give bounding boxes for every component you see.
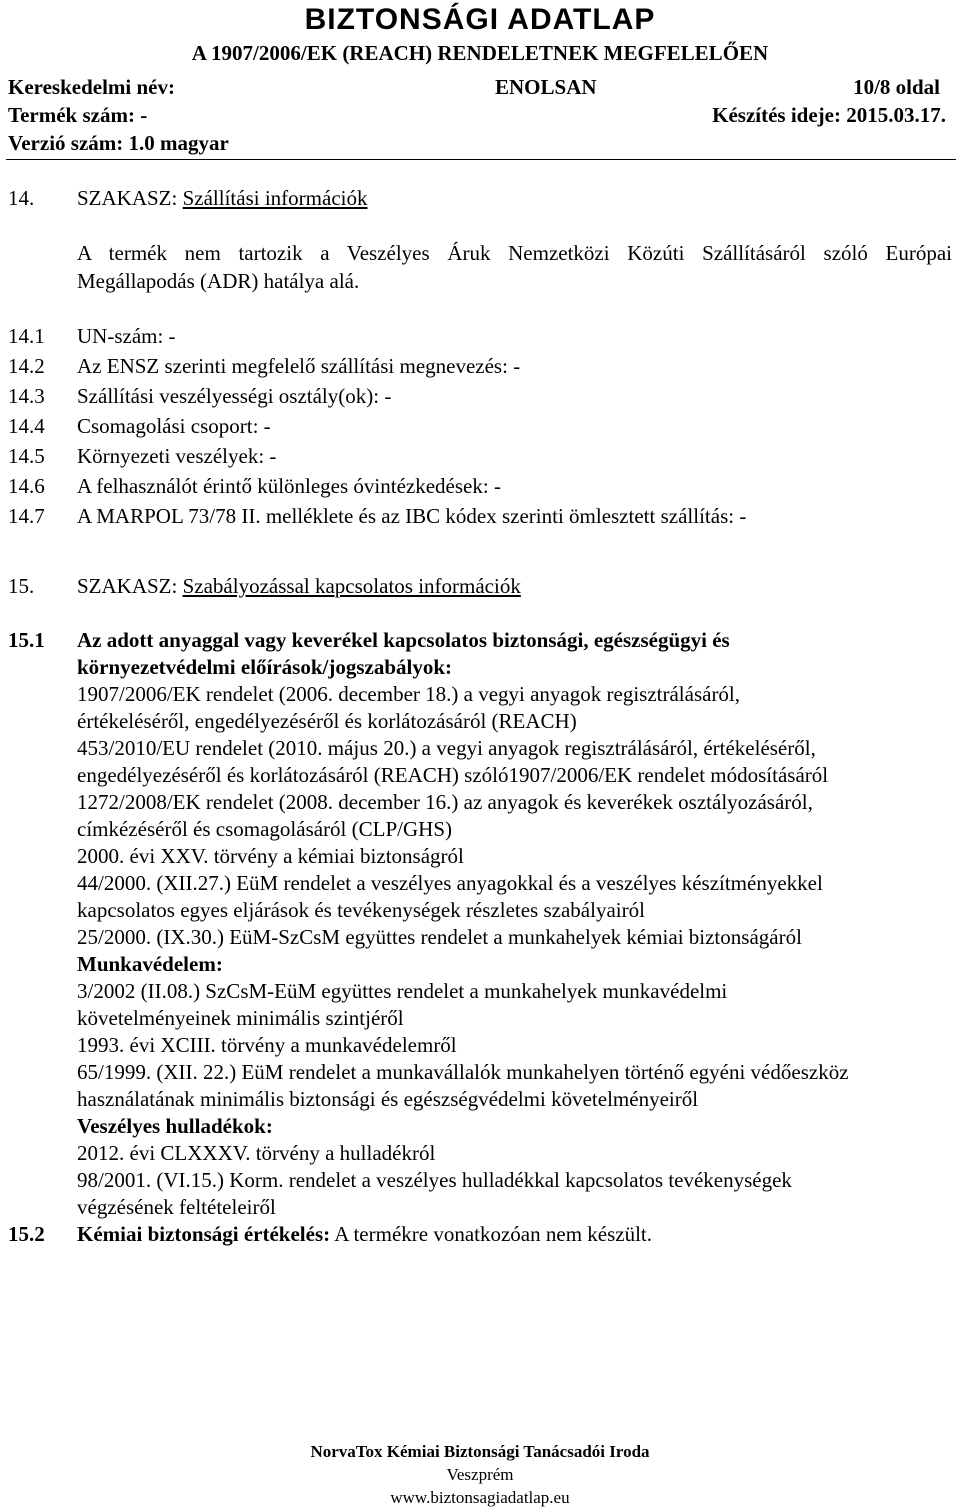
footer-website: www.biztonsagiadatlap.eu	[390, 1488, 570, 1507]
product-number: Termék szám: -	[8, 103, 148, 127]
item-14-7-number: 14.7	[8, 504, 45, 528]
trade-name-label: Kereskedelmi név:	[8, 75, 175, 99]
munkavedelem-line: használatának minimális biztonsági és egészségvédelmi követelményeiről	[77, 1087, 699, 1111]
sub-15-1-number: 15.1	[8, 628, 45, 652]
footer-organization: NorvaTox Kémiai Biztonsági Tanácsadói Iroda	[310, 1442, 650, 1461]
item-14-2-text: Az ENSZ szerinti megfelelő szállítási megnevezés: -	[77, 354, 521, 378]
footer-city: Veszprém	[446, 1465, 514, 1484]
section-15-prefix: SZAKASZ:	[77, 574, 183, 598]
regulation-line: kapcsolatos egyes eljárások és tevékenységek részletes szabályairól	[77, 898, 645, 922]
section-15-title: Szabályozással kapcsolatos információk	[182, 574, 521, 598]
hulladek-line: végzésének feltételeiről	[77, 1195, 276, 1219]
document-title: BIZTONSÁGI ADATLAP	[304, 3, 656, 36]
munkavedelem-heading: Munkavédelem:	[77, 952, 223, 976]
item-14-2-number: 14.2	[8, 354, 45, 378]
regulation-line: 2000. évi XXV. törvény a kémiai biztonságról	[77, 844, 464, 868]
item-14-1-number: 14.1	[8, 324, 45, 348]
sub-15-2-label: Kémiai biztonsági értékelés:	[77, 1222, 331, 1246]
regulation-line: 1272/2008/EK rendelet (2008. december 16.) az anyagok és keverékek osztályozásáról,	[77, 790, 813, 814]
regulation-line: 44/2000. (XII.27.) EüM rendelet a veszélyes anyagokkal és a veszélyes készítményekkel	[77, 871, 823, 895]
section-14-number: 14.	[8, 186, 35, 210]
document-subtitle: A 1907/2006/EK (REACH) RENDELETNEK MEGFELELŐEN	[191, 41, 769, 65]
sub-15-1-heading-line2: környezetvédelmi előírások/jogszabályok:	[77, 655, 453, 679]
hulladek-line: 98/2001. (VI.15.) Korm. rendelet a veszélyes hulladékkal kapcsolatos tevékenységek	[77, 1168, 792, 1192]
munkavedelem-line: 3/2002 (II.08.) SzCsM-EüM együttes rendelet a munkahelyek munkavédelmi	[77, 979, 728, 1003]
section-15-heading	[77, 573, 521, 599]
section-14-title: Szállítási információk	[182, 186, 368, 210]
regulation-line: engedélyezéséről és korlátozásáról (REACH) szóló1907/2006/EK rendelet módosításáról	[77, 763, 829, 787]
item-14-6-text: A felhasználót érintő különleges óvintézkedések: -	[77, 474, 501, 498]
munkavedelem-line: 65/1999. (XII. 22.) EüM rendelet a munkavállalók munkahelyen történő egyéni védőeszköz	[77, 1060, 849, 1084]
sub-15-2-text: A termékre vonatkozóan nem készült.	[330, 1222, 653, 1246]
header-divider	[6, 159, 956, 160]
prepared-date: Készítés ideje: 2015.03.17.	[712, 103, 946, 127]
hulladek-heading: Veszélyes hulladékok:	[77, 1114, 273, 1138]
munkavedelem-line: követelményeinek minimális szintjéről	[77, 1006, 404, 1030]
regulation-line: értékeléséről, engedélyezéséről és korlátozásáról (REACH)	[77, 709, 577, 733]
item-14-4-text: Csomagolási csoport: -	[77, 414, 271, 438]
item-14-4-number: 14.4	[8, 414, 45, 438]
regulation-line: címkézéséről és csomagolásáról (CLP/GHS)	[77, 817, 452, 841]
trade-name-value: ENOLSAN	[495, 75, 597, 99]
sub-15-2-line	[77, 1221, 652, 1247]
regulation-line: 25/2000. (IX.30.) EüM-SzCsM együttes rendelet a munkahelyek kémiai biztonságáról	[77, 925, 802, 949]
section-14-heading	[77, 185, 367, 211]
munkavedelem-line: 1993. évi XCIII. törvény a munkavédelemről	[77, 1033, 457, 1057]
section-14-intro-line2: Megállapodás (ADR) hatálya alá.	[77, 269, 360, 293]
hulladek-line: 2012. évi CLXXXV. törvény a hulladékról	[77, 1141, 436, 1165]
section-14-intro-line1: A termék nem tartozik a Veszélyes Áruk Nemzetközi Közúti Szállításáról szóló Európai	[77, 241, 952, 265]
item-14-5-number: 14.5	[8, 444, 45, 468]
item-14-5-text: Környezeti veszélyek: -	[77, 444, 277, 468]
item-14-6-number: 14.6	[8, 474, 45, 498]
sub-15-1-heading-line1: Az adott anyaggal vagy keverékel kapcsolatos biztonsági, egészségügyi és	[77, 628, 730, 652]
item-14-3-number: 14.3	[8, 384, 45, 408]
item-14-7-text: A MARPOL 73/78 II. melléklete és az IBC kódex szerinti ömlesztett szállítás: -	[77, 504, 747, 528]
version-number: Verzió szám: 1.0 magyar	[8, 131, 229, 155]
section-14-prefix: SZAKASZ:	[77, 186, 183, 210]
section-15-number: 15.	[8, 574, 35, 598]
regulation-line: 1907/2006/EK rendelet (2006. december 18.) a vegyi anyagok regisztrálásáról,	[77, 682, 741, 706]
item-14-1-text: UN-szám: -	[77, 324, 176, 348]
page-info: 10/8 oldal	[853, 75, 940, 99]
regulation-line: 453/2010/EU rendelet (2010. május 20.) a vegyi anyagok regisztrálásáról, értékeléséről,	[77, 736, 816, 760]
sub-15-2-number: 15.2	[8, 1222, 45, 1246]
item-14-3-text: Szállítási veszélyességi osztály(ok): -	[77, 384, 392, 408]
